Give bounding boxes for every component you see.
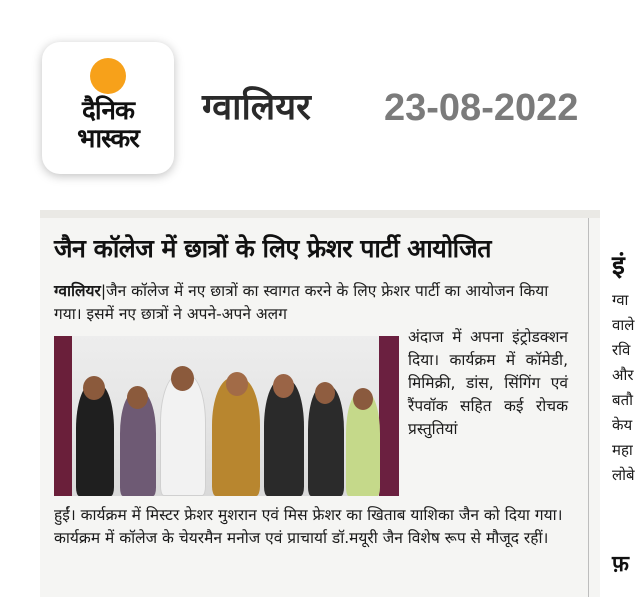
edition-date: 23-08-2022	[384, 87, 579, 129]
photo-person-head	[353, 388, 373, 410]
photo-person-head	[83, 376, 105, 400]
photo-person-head	[127, 386, 148, 409]
photo-person-head	[171, 366, 194, 391]
adjacent-text-fragment: और	[612, 366, 634, 384]
dateline-separator: |	[100, 282, 107, 300]
adjacent-headline-fragment: इं	[612, 251, 625, 281]
photo-person	[76, 384, 114, 496]
adjacent-text-fragment: वाले	[612, 316, 635, 334]
adjacent-text-fragment: रवि	[612, 341, 631, 359]
article-text-top: जैन कॉलेज में नए छात्रों का स्वागत करने के लिए फ्रेशर पार्टी का आयोजन किया गया। इसमें नए छात्रों ने अपने-अपने अलग	[54, 282, 549, 323]
clipping-top-edge	[40, 210, 600, 218]
adjacent-headline-fragment-2: फ़	[612, 552, 629, 577]
article-headline: जैन कॉलेज में छात्रों के लिए फ्रेशर पार्टी आयोजित	[54, 234, 491, 263]
edition-city: ग्वालियर	[202, 87, 311, 128]
adjacent-text-fragment: लोबे	[612, 466, 635, 484]
article-photo	[54, 336, 399, 496]
sun-logo-icon	[90, 58, 126, 94]
photo-curtain-right	[379, 336, 399, 496]
news-clipping	[40, 210, 600, 597]
logo-text-line1: दैनिक	[82, 96, 134, 126]
photo-person-head	[315, 382, 335, 404]
adjacent-text-fragment: ग्वा	[612, 291, 629, 309]
app-logo	[42, 42, 174, 174]
photo-curtain-left	[54, 336, 72, 496]
photo-person	[160, 374, 206, 496]
photo-person-head	[273, 374, 294, 398]
column-divider	[588, 218, 589, 597]
logo-text-line2: भास्कर	[77, 124, 139, 154]
adjacent-text-fragment: महा	[612, 441, 633, 459]
article-paragraph-top	[54, 280, 574, 326]
photo-person-head	[226, 372, 248, 396]
adjacent-text-fragment: बतौ	[612, 391, 634, 409]
adjacent-text-fragment: केय	[612, 416, 633, 434]
article-paragraph-side: अंदाज में अपना इंट्रोडक्शन दिया। कार्यक्रम में कॉमेडी, मिमिक्री, डांस, सिंगिंग एवं रैंपवॉक सहित कई रोचक प्रस्तुतियां	[408, 328, 568, 438]
article-paragraph-bottom: हुईं। कार्यक्रम में मिस्टर फ्रेशर मुशरान एवं मिस फ्रेशर का खिताब याशिका जैन को दिया गया। कार्यक्रम में कॉलेज के चेयरमैन मनोज एवं प्राचार्या डॉ.मयूरी जैन विशेष रूप से मौजूद रहीं।	[54, 506, 563, 547]
article-dateline: ग्वालियर	[54, 282, 101, 300]
